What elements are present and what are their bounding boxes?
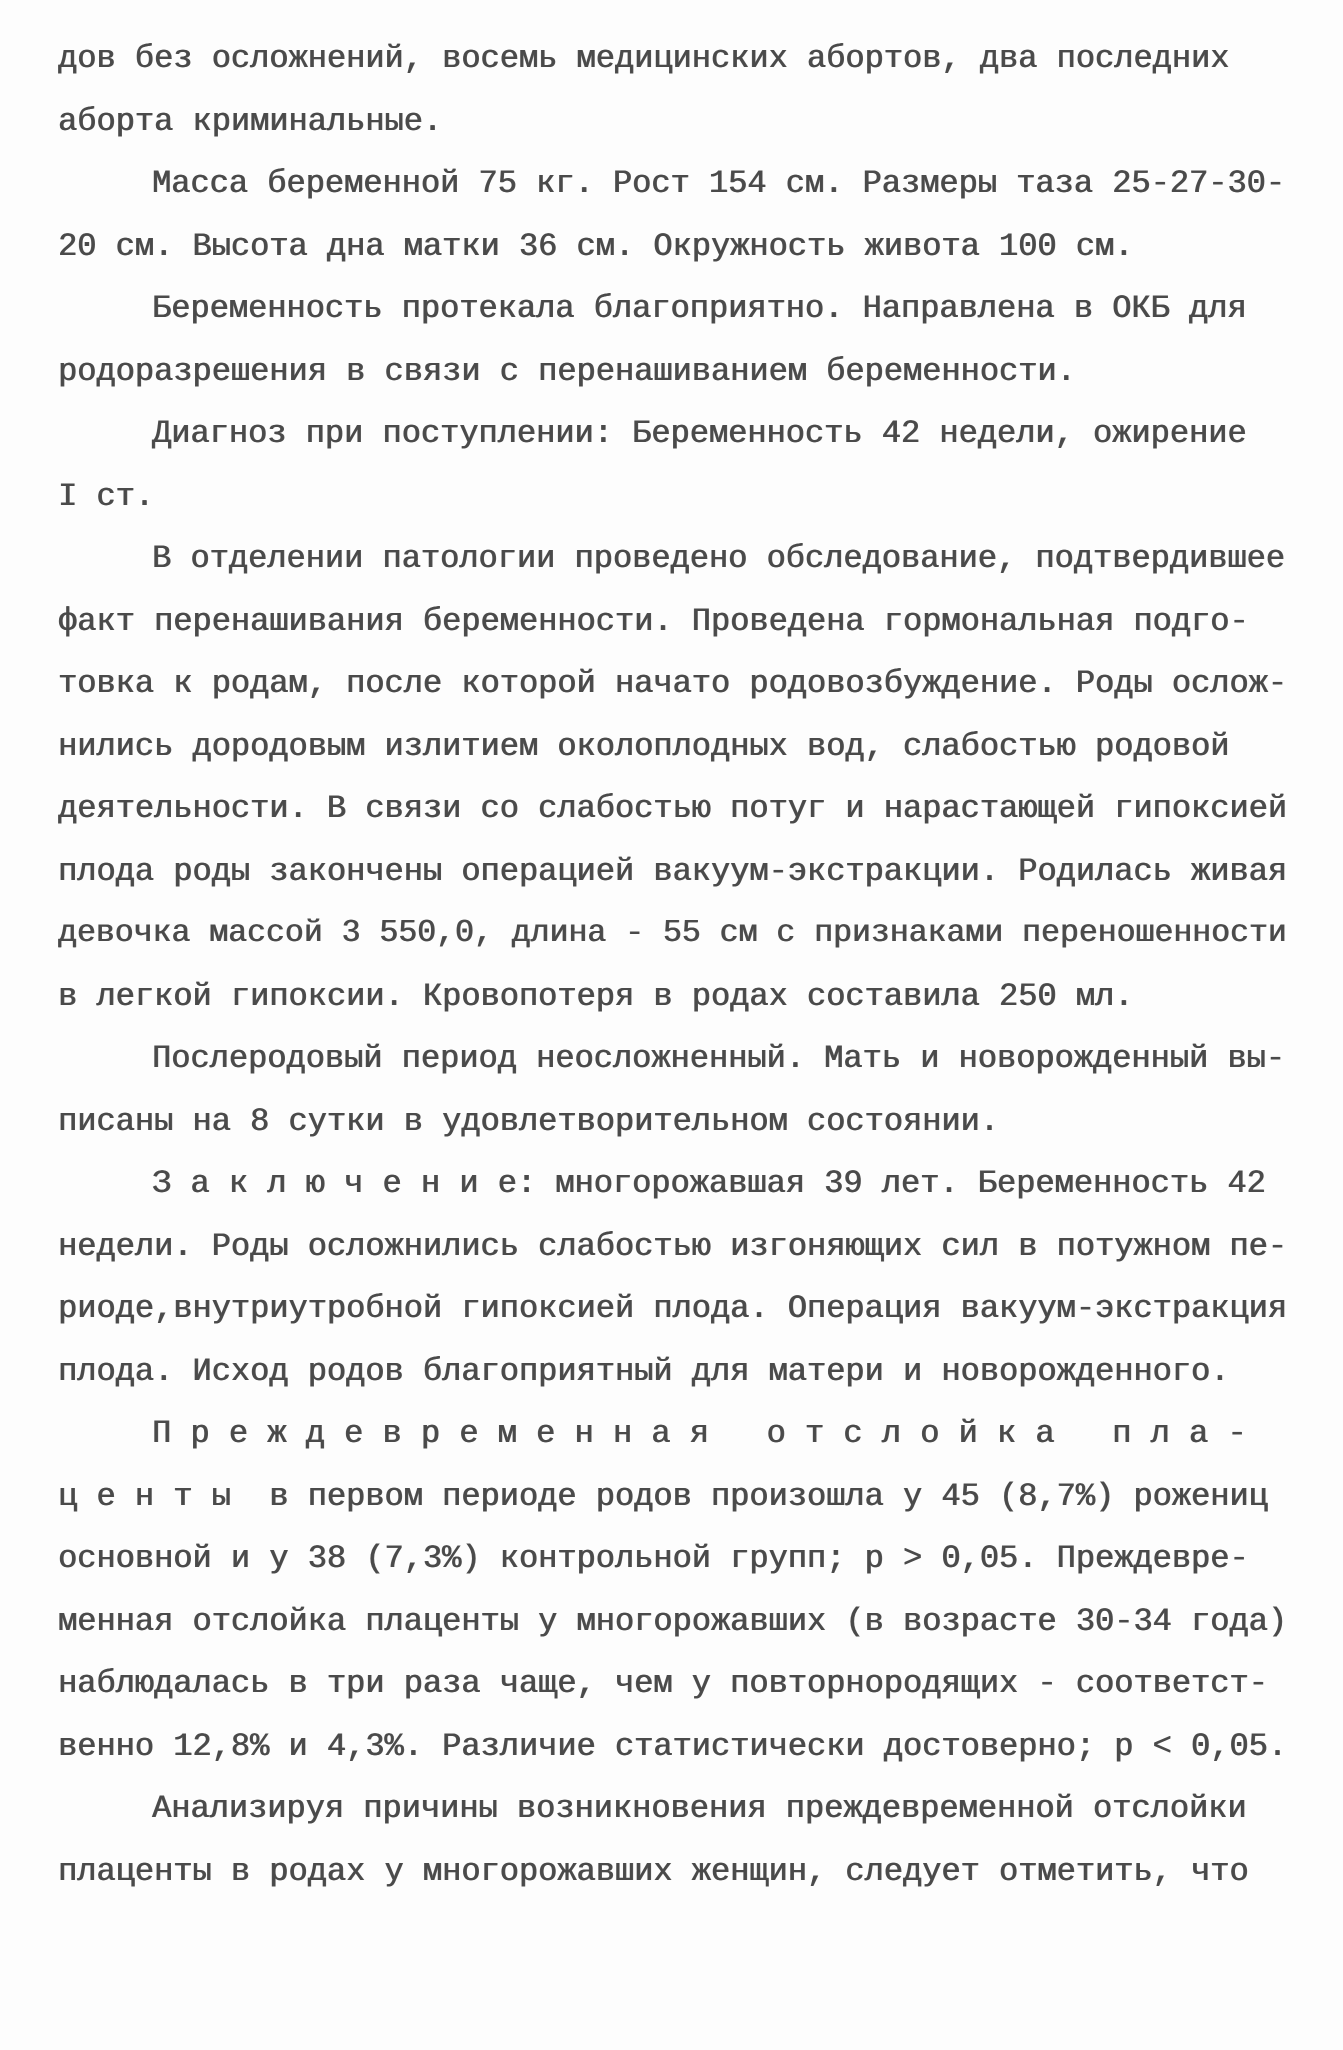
text-line: риоде,внутриутробной гипоксией плода. Операция вакуум-экстракция <box>58 1290 1287 1327</box>
text-line: плаценты в родах у многорожавших женщин, следует отметить, что <box>58 1852 1249 1890</box>
text-line: Послеродовый период неосложненный. Мать и новорожденный вы- <box>152 1040 1285 1077</box>
text-line: венно 12,8% и 4,3%. Различие статистически достоверно; р < 0,05. <box>58 1727 1287 1765</box>
text-line: Анализируя причины возникновения преждевременной отслойки <box>152 1790 1247 1827</box>
text-line: ц е н т ы в первом периоде родов произошла у 45 (8,7%) рожениц <box>58 1477 1268 1515</box>
text-line: аборта криминальные. <box>58 102 443 140</box>
text-line: девочка массой 3 550,0, длина - 55 см с признаками переношенности <box>58 916 1287 951</box>
text-line: Беременность протекала благоприятно. Направлена в ОКБ для <box>152 290 1247 327</box>
text-line: товка к родам, после которой начато родовозбуждение. Роды ослож- <box>58 665 1287 702</box>
text-line: писаны на 8 сутки в удовлетворительном состоянии. <box>58 1102 999 1140</box>
text-line: основной и у 38 (7,3%) контрольной групп; р > 0,05. Преждевре- <box>58 1540 1249 1577</box>
text-line: З а к л ю ч е н и е: многорожавшая 39 лет. Беременность 42 <box>152 1165 1266 1202</box>
text-line: Масса беременной 75 кг. Рост 154 см. Размеры таза 25-27-30- <box>152 165 1285 202</box>
text-line: нились дородовым излитием околоплодных вод, слабостью родовой <box>58 727 1230 765</box>
text-line: 20 см. Высота дна матки 36 см. Окружность живота 100 см. <box>58 227 1134 265</box>
text-line: Диагноз при поступлении: Беременность 42 недели, ожирение <box>152 415 1247 452</box>
text-line: I ст. <box>58 477 155 515</box>
text-line: недели. Роды осложнились слабостью изгоняющих сил в потужном пе- <box>58 1227 1287 1265</box>
text-line: плода. Исход родов благоприятный для матери и новорожденного. <box>58 1352 1230 1390</box>
text-line: факт перенашивания беременности. Проведена гормональная подго- <box>58 602 1249 640</box>
text-line: плода роды закончены операцией вакуум-экстракции. Родилась живая <box>58 852 1287 890</box>
document-text <box>58 28 1288 1903</box>
text-line: дов без осложнений, восемь медицинских абортов, два последних <box>58 40 1230 77</box>
text-line: деятельности. В связи со слабостью потуг и нарастающей гипоксией <box>58 790 1287 827</box>
text-line: В отделении патологии проведено обследование, подтвердившее <box>152 540 1285 577</box>
text-line: П р е ж д е в р е м е н н а я о т с л о й к а п л а - <box>152 1415 1247 1452</box>
text-line: наблюдалась в три раза чаще, чем у повторнородящих - соответст- <box>58 1665 1268 1702</box>
text-line: в легкой гипоксии. Кровопотеря в родах составила 250 мл. <box>58 977 1134 1015</box>
text-line: менная отслойка плаценты у многорожавших (в возрасте 30-34 года) <box>58 1602 1287 1640</box>
text-line: родоразрешения в связи с перенашиванием беременности. <box>58 352 1076 390</box>
